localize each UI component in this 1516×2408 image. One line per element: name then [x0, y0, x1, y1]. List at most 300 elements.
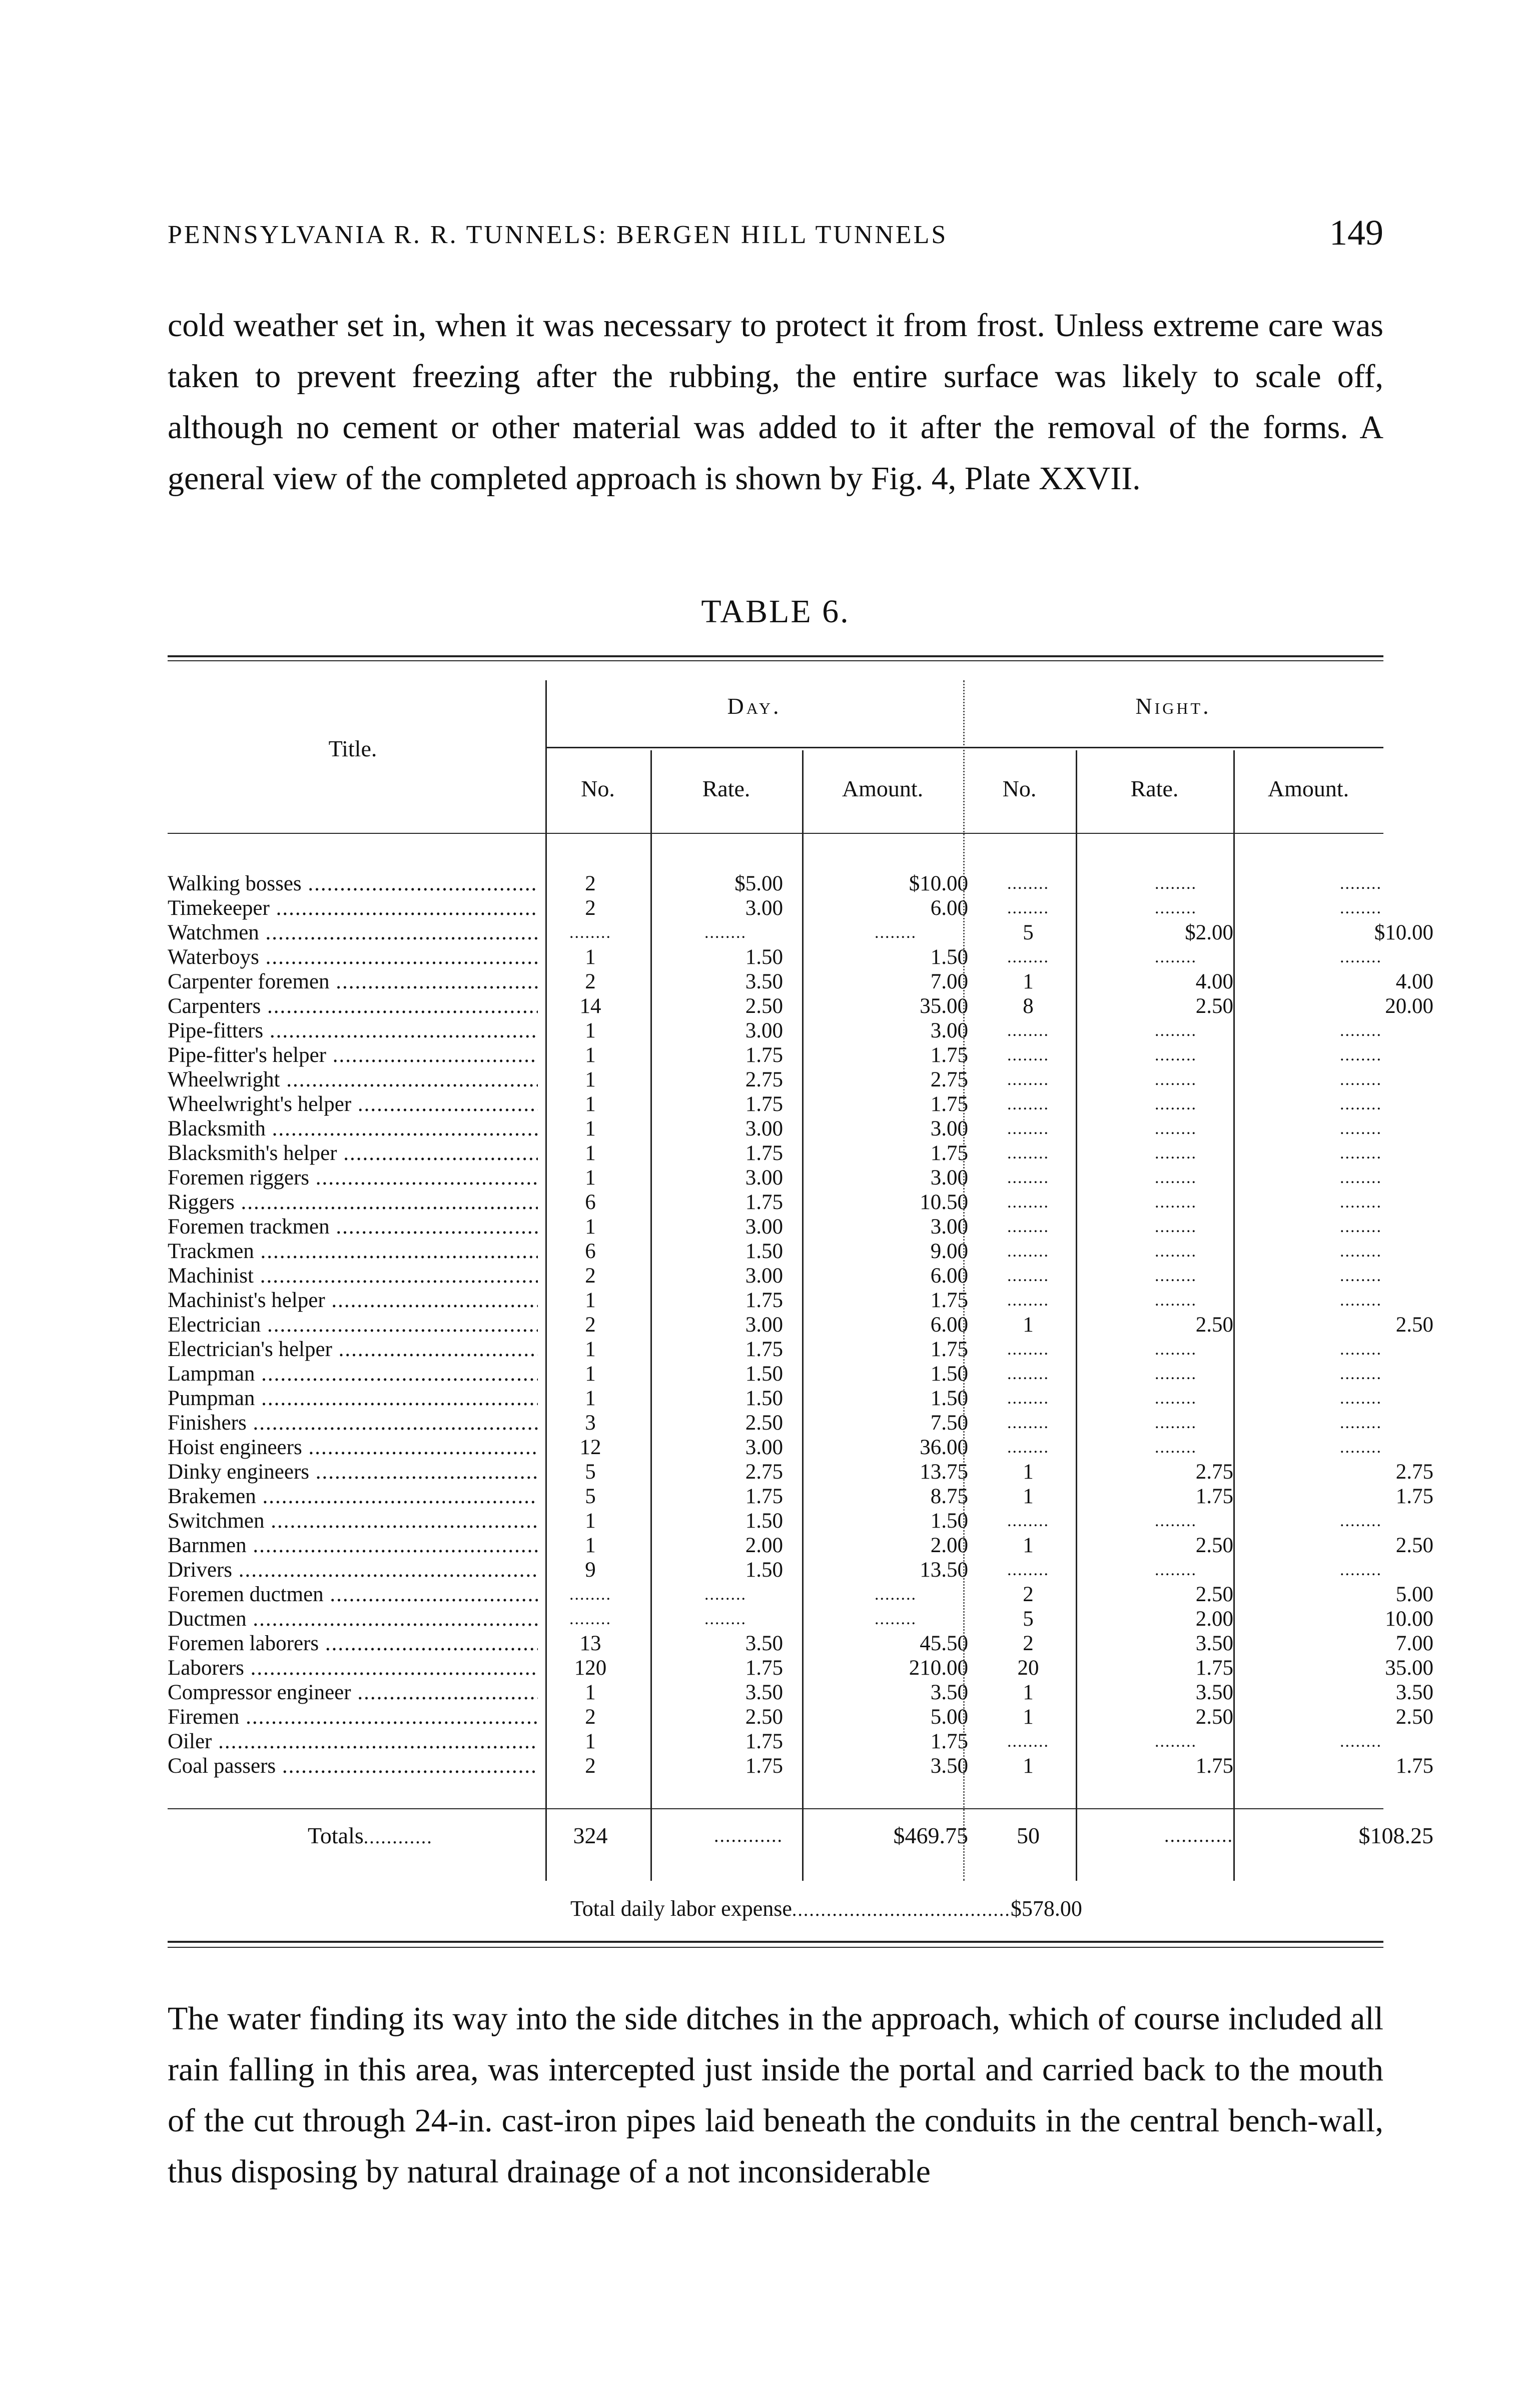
row-night-amount: ........: [1340, 1389, 1382, 1408]
row-day-rate: 1.75: [745, 1656, 783, 1680]
row-day-rate: 3.00: [745, 1019, 783, 1042]
row-night-amount: 2.50: [1395, 1534, 1433, 1557]
row-title: Finishers .....: [168, 1411, 538, 1435]
row-day-no: 2: [585, 1754, 596, 1778]
row-day-amount: 35.00: [920, 994, 968, 1018]
row-title: Dinky engineers .....: [168, 1460, 538, 1484]
row-night-rate: 2.50: [1195, 1583, 1233, 1606]
row-day-rate: 2.75: [745, 1068, 783, 1091]
row-day-amount: 1.50: [930, 1362, 968, 1386]
row-night-no: ........: [1007, 1414, 1049, 1432]
row-title: Brakemen .....: [168, 1484, 538, 1509]
row-day-amount: $10.00: [909, 872, 968, 895]
row-night-amount: ........: [1340, 1168, 1382, 1187]
row-day-no: 1: [585, 1141, 596, 1165]
row-night-amount: ........: [1340, 1070, 1382, 1089]
row-title: Hoist engineers .....: [168, 1435, 538, 1460]
row-day-no: 1: [585, 1289, 596, 1312]
row-day-rate: 1.75: [745, 1730, 783, 1753]
row-day-rate: ........: [704, 1585, 746, 1604]
totals-night-rate: ............: [1164, 1825, 1233, 1846]
row-day-no: 12: [579, 1436, 601, 1459]
row-title: Ductmen .....: [168, 1607, 538, 1631]
table-row: [168, 1558, 1383, 1582]
table-row: [168, 1705, 1433, 1729]
row-night-rate: ........: [1155, 1021, 1197, 1040]
row-night-no: ........: [1007, 1046, 1049, 1064]
row-title: Foremen riggers .....: [168, 1165, 538, 1190]
table-row: [168, 1067, 1383, 1092]
table-row: [168, 1484, 1433, 1509]
group-header-rule: [545, 747, 1383, 748]
row-night-rate: 1.75: [1195, 1754, 1233, 1778]
row-day-amount: 1.50: [930, 1387, 968, 1410]
row-title: Carpenter foremen .....: [168, 969, 538, 994]
row-day-amount: ........: [875, 923, 917, 942]
row-night-no: 1: [1023, 1460, 1034, 1484]
row-title: Wheelwright .....: [168, 1067, 538, 1092]
row-day-no: ........: [569, 923, 611, 942]
table-row: [168, 969, 1433, 994]
row-day-rate: 1.75: [745, 1141, 783, 1165]
table-row: [168, 1288, 1383, 1313]
row-night-rate: ........: [1155, 1438, 1197, 1457]
row-day-no: 2: [585, 1313, 596, 1337]
row-day-rate: $5.00: [734, 872, 783, 895]
row-day-amount: 3.00: [930, 1215, 968, 1239]
row-night-amount: ........: [1340, 1365, 1382, 1383]
header-day-rate: Rate.: [702, 776, 750, 801]
row-day-rate: 2.50: [745, 1705, 783, 1729]
row-day-rate: 3.00: [745, 1215, 783, 1239]
row-night-rate: 2.50: [1195, 1534, 1233, 1557]
header-title: Title.: [328, 736, 377, 761]
row-title: Trackmen .....: [168, 1239, 538, 1264]
row-day-no: 1: [585, 1534, 596, 1557]
row-day-amount: 7.00: [930, 970, 968, 993]
row-night-amount: $10.00: [1374, 921, 1433, 944]
row-night-amount: 5.00: [1395, 1583, 1433, 1606]
row-night-rate: ........: [1155, 1365, 1197, 1383]
row-title: Electrician's helper .....: [168, 1337, 538, 1362]
row-day-rate: 1.50: [745, 1509, 783, 1533]
row-night-no: ........: [1007, 1242, 1049, 1261]
row-day-amount: 1.75: [930, 1092, 968, 1116]
row-night-rate: ........: [1155, 1119, 1197, 1138]
row-day-rate: 1.75: [745, 1289, 783, 1312]
row-day-amount: 1.75: [930, 1289, 968, 1312]
row-night-no: ........: [1007, 899, 1049, 917]
row-night-amount: ........: [1340, 1438, 1382, 1457]
totals-rule: [168, 1808, 1383, 1809]
row-night-no: 5: [1023, 1607, 1034, 1631]
row-day-no: 1: [585, 1509, 596, 1533]
totals-night-no: 50: [1017, 1823, 1040, 1848]
row-day-amount: 13.50: [920, 1558, 968, 1582]
row-day-rate: 3.50: [745, 1681, 783, 1704]
header-night-amount: Amount.: [1267, 776, 1349, 801]
row-night-no: 1: [1023, 970, 1034, 993]
row-title: Pipe-fitter's helper .....: [168, 1043, 538, 1067]
row-night-no: 1: [1023, 1485, 1034, 1508]
row-night-no: ........: [1007, 1340, 1049, 1359]
row-day-no: 120: [574, 1656, 607, 1680]
row-title: Pumpman .....: [168, 1386, 538, 1411]
row-night-no: 1: [1023, 1754, 1034, 1778]
row-day-rate: 1.75: [745, 1338, 783, 1361]
row-night-rate: ........: [1155, 1561, 1197, 1579]
row-title: Compressor engineer .....: [168, 1680, 538, 1705]
row-night-amount: ........: [1340, 899, 1382, 917]
table-row: [168, 1239, 1383, 1264]
row-day-amount: 9.00: [930, 1240, 968, 1263]
row-title: Oiler .....: [168, 1729, 538, 1754]
row-title: Machinist's helper .....: [168, 1288, 538, 1313]
row-day-no: 2: [585, 1705, 596, 1729]
row-night-no: 2: [1023, 1583, 1034, 1606]
row-day-amount: 2.75: [930, 1068, 968, 1091]
row-title: Coal passers .....: [168, 1754, 538, 1778]
row-title: Switchmen .....: [168, 1509, 538, 1533]
row-night-amount: ........: [1340, 1340, 1382, 1359]
row-title: Riggers .....: [168, 1190, 538, 1215]
row-day-no: 1: [585, 1117, 596, 1140]
grand-total-label: Total daily labor expense: [570, 1896, 792, 1921]
row-title: Walking bosses .....: [168, 871, 538, 896]
row-day-rate: 1.75: [745, 1190, 783, 1214]
row-night-amount: 35.00: [1385, 1656, 1433, 1680]
table-body: [168, 871, 1433, 1778]
row-title: Lampman .....: [168, 1362, 538, 1386]
row-day-no: ........: [569, 1585, 611, 1604]
row-day-amount: 2.00: [930, 1534, 968, 1557]
row-day-amount: ........: [875, 1610, 917, 1628]
row-night-rate: ........: [1155, 1095, 1197, 1113]
totals-row: [168, 1821, 1433, 1851]
row-day-no: 1: [585, 1019, 596, 1042]
row-day-no: 2: [585, 896, 596, 920]
header-night-rate: Rate.: [1130, 776, 1179, 801]
row-day-rate: 3.00: [745, 1117, 783, 1140]
row-day-rate: 1.75: [745, 1754, 783, 1778]
row-night-no: ........: [1007, 1021, 1049, 1040]
row-night-amount: ........: [1340, 1193, 1382, 1212]
header-bottom-rule: [168, 833, 1383, 834]
totals-label: Totals............: [308, 1823, 433, 1848]
row-title: Machinist .....: [168, 1264, 538, 1288]
row-day-no: 3: [585, 1411, 596, 1435]
table-row: [168, 1215, 1383, 1239]
row-day-no: 14: [579, 994, 601, 1018]
row-day-amount: 6.00: [930, 1264, 968, 1288]
row-title: Pipe-fitters .....: [168, 1018, 538, 1043]
row-day-amount: 1.75: [930, 1043, 968, 1067]
row-night-amount: 2.75: [1395, 1460, 1433, 1484]
row-day-no: 2: [585, 1264, 596, 1288]
row-night-amount: ........: [1340, 874, 1382, 893]
row-day-amount: 1.50: [930, 1509, 968, 1533]
row-day-no: 13: [579, 1632, 601, 1655]
row-day-amount: 1.50: [930, 945, 968, 969]
row-day-no: 1: [585, 945, 596, 969]
header-day: Day.: [727, 693, 782, 719]
row-day-amount: 6.00: [930, 1313, 968, 1337]
row-night-rate: ........: [1155, 1340, 1197, 1359]
table-row: [168, 1631, 1433, 1656]
row-night-no: ........: [1007, 1218, 1049, 1236]
row-night-amount: ........: [1340, 1218, 1382, 1236]
table-row: [168, 1092, 1383, 1116]
row-day-no: 1: [585, 1092, 596, 1116]
row-night-rate: 1.75: [1195, 1485, 1233, 1508]
row-day-rate: 1.50: [745, 945, 783, 969]
grand-total-value: $578.00: [1010, 1896, 1082, 1921]
row-night-no: ........: [1007, 1095, 1049, 1113]
row-night-amount: 2.50: [1395, 1705, 1433, 1729]
table-row: [168, 1411, 1383, 1435]
row-day-no: 6: [585, 1190, 596, 1214]
row-day-amount: 10.50: [920, 1190, 968, 1214]
row-title: Blacksmith's helper .....: [168, 1141, 538, 1165]
table-row: [168, 1435, 1383, 1460]
row-title: Timekeeper .....: [168, 896, 538, 920]
row-night-no: 20: [1017, 1656, 1039, 1680]
row-title: Blacksmith .....: [168, 1116, 538, 1141]
row-day-amount: 6.00: [930, 896, 968, 920]
row-day-rate: 1.50: [745, 1558, 783, 1582]
row-night-amount: ........: [1340, 1561, 1382, 1579]
row-night-amount: 1.75: [1395, 1754, 1433, 1778]
table-row: [168, 1509, 1383, 1533]
running-head: [168, 213, 1383, 253]
row-night-rate: ........: [1155, 1070, 1197, 1089]
row-night-rate: 3.50: [1195, 1681, 1233, 1704]
row-night-rate: ........: [1155, 1144, 1197, 1162]
row-night-no: ........: [1007, 1732, 1049, 1751]
row-day-no: 1: [585, 1166, 596, 1189]
row-day-rate: 1.50: [745, 1362, 783, 1386]
row-day-amount: 8.75: [930, 1485, 968, 1508]
row-night-amount: 10.00: [1385, 1607, 1433, 1631]
table-row: [168, 1386, 1383, 1411]
table-row: [168, 1729, 1383, 1754]
row-night-amount: ........: [1340, 948, 1382, 966]
row-day-amount: 3.00: [930, 1166, 968, 1189]
row-day-rate: 1.75: [745, 1092, 783, 1116]
row-day-no: 9: [585, 1558, 596, 1582]
table-top-rule: [168, 655, 1383, 657]
row-night-rate: ........: [1155, 1291, 1197, 1310]
row-day-no: 1: [585, 1068, 596, 1091]
table-row: [168, 1264, 1383, 1288]
row-day-no: 1: [585, 1730, 596, 1753]
table-row: [168, 1362, 1383, 1386]
row-night-rate: 2.00: [1195, 1607, 1233, 1631]
row-day-no: 1: [585, 1362, 596, 1386]
row-day-amount: 1.75: [930, 1730, 968, 1753]
row-day-rate: 3.00: [745, 1436, 783, 1459]
row-night-amount: 4.00: [1395, 970, 1433, 993]
row-day-rate: 3.50: [745, 970, 783, 993]
row-day-rate: ........: [704, 923, 746, 942]
header-night: Night.: [1135, 693, 1211, 719]
row-night-no: ........: [1007, 1389, 1049, 1408]
table-row: [168, 1607, 1433, 1631]
row-night-no: ........: [1007, 1291, 1049, 1310]
row-night-no: ........: [1007, 1144, 1049, 1162]
row-night-no: ........: [1007, 1193, 1049, 1212]
row-day-no: 1: [585, 1043, 596, 1067]
row-night-rate: ........: [1155, 1193, 1197, 1212]
row-night-rate: 1.75: [1195, 1656, 1233, 1680]
table-row: [168, 1582, 1433, 1607]
row-night-rate: ........: [1155, 1242, 1197, 1261]
row-day-rate: 2.75: [745, 1460, 783, 1484]
row-night-rate: 2.50: [1195, 994, 1233, 1018]
row-night-rate: 2.75: [1195, 1460, 1233, 1484]
row-night-amount: ........: [1340, 1414, 1382, 1432]
table-row: [168, 1116, 1383, 1141]
totals-night-amount: $108.25: [1358, 1823, 1433, 1848]
table-row: [168, 1754, 1433, 1778]
row-title: Electrician .....: [168, 1313, 538, 1337]
table-row: [168, 1460, 1433, 1484]
table-row: [168, 994, 1433, 1018]
header-day-no: No.: [581, 776, 615, 801]
row-night-amount: 7.00: [1395, 1632, 1433, 1655]
row-day-amount: 13.75: [920, 1460, 968, 1484]
row-night-rate: ........: [1155, 1389, 1197, 1408]
row-night-rate: 2.50: [1195, 1313, 1233, 1337]
row-night-rate: 3.50: [1195, 1632, 1233, 1655]
row-night-no: ........: [1007, 948, 1049, 966]
totals-day-no: 324: [573, 1823, 608, 1848]
row-night-amount: ........: [1340, 1291, 1382, 1310]
row-title: Firemen .....: [168, 1705, 538, 1729]
row-day-rate: 2.00: [745, 1534, 783, 1557]
row-night-rate: ........: [1155, 899, 1197, 917]
row-title: Wheelwright's helper .....: [168, 1092, 538, 1116]
row-title: Watchmen .....: [168, 920, 538, 945]
row-night-rate: $2.00: [1185, 921, 1233, 944]
page-number: 149: [1329, 213, 1383, 253]
table-row: [168, 1533, 1433, 1558]
table-top-rule-thin: [168, 660, 1383, 661]
row-night-amount: ........: [1340, 1046, 1382, 1064]
row-night-rate: ........: [1155, 1732, 1197, 1751]
row-title: Foremen laborers .....: [168, 1631, 538, 1656]
row-day-amount: 210.00: [909, 1656, 968, 1680]
row-night-amount: 20.00: [1385, 994, 1433, 1018]
row-title: Foremen ductmen .....: [168, 1582, 538, 1607]
row-day-rate: 2.50: [745, 994, 783, 1018]
table-row: [168, 920, 1433, 945]
row-night-no: ........: [1007, 1168, 1049, 1187]
header-night-no: No.: [1002, 776, 1037, 801]
row-day-no: 1: [585, 1338, 596, 1361]
table-row: [168, 1313, 1433, 1337]
row-night-no: 1: [1023, 1681, 1034, 1704]
row-night-no: 2: [1023, 1632, 1034, 1655]
row-night-rate: ........: [1155, 1046, 1197, 1064]
header-day-amount: Amount.: [842, 776, 924, 801]
row-day-rate: 1.75: [745, 1485, 783, 1508]
row-day-amount: 3.00: [930, 1117, 968, 1140]
table-row: [168, 1656, 1433, 1680]
row-day-amount: 1.75: [930, 1338, 968, 1361]
row-day-amount: 3.50: [930, 1681, 968, 1704]
row-day-no: 5: [585, 1460, 596, 1484]
row-day-rate: ........: [704, 1610, 746, 1628]
table-row: [168, 1018, 1383, 1043]
row-title: Foremen trackmen .....: [168, 1215, 538, 1239]
row-night-rate: ........: [1155, 874, 1197, 893]
totals-day-amount: $469.75: [893, 1823, 968, 1848]
table-row: [168, 1141, 1383, 1165]
row-title: Laborers .....: [168, 1656, 538, 1680]
row-day-rate: 1.50: [745, 1240, 783, 1263]
row-night-amount: ........: [1340, 1732, 1382, 1751]
row-day-rate: 3.50: [745, 1632, 783, 1655]
table-bottom-rule-thin: [168, 1947, 1383, 1948]
row-night-amount: ........: [1340, 1267, 1382, 1285]
row-day-no: 6: [585, 1240, 596, 1263]
row-night-rate: 2.50: [1195, 1705, 1233, 1729]
row-title: Waterboys .....: [168, 945, 538, 969]
row-day-amount: 45.50: [920, 1632, 968, 1655]
table-row: [168, 896, 1383, 920]
row-title: Barnmen .....: [168, 1533, 538, 1558]
row-day-no: ........: [569, 1610, 611, 1628]
row-night-amount: ........: [1340, 1095, 1382, 1113]
row-day-amount: 3.50: [930, 1754, 968, 1778]
row-day-amount: 36.00: [920, 1436, 968, 1459]
row-night-amount: ........: [1340, 1242, 1382, 1261]
row-night-rate: 4.00: [1195, 970, 1233, 993]
row-night-rate: ........: [1155, 1512, 1197, 1530]
row-night-amount: 2.50: [1395, 1313, 1433, 1337]
table-row: [168, 871, 1383, 896]
row-night-no: 8: [1023, 994, 1034, 1018]
row-day-rate: 3.00: [745, 1313, 783, 1337]
row-day-no: 1: [585, 1681, 596, 1704]
row-day-amount: 7.50: [930, 1411, 968, 1435]
grand-total-leader: ......................................: [792, 1899, 1011, 1920]
table-caption: TABLE 6.: [701, 593, 850, 630]
row-night-no: 1: [1023, 1534, 1034, 1557]
grand-total: [570, 1896, 1383, 1921]
table-row: [168, 945, 1383, 969]
row-night-rate: ........: [1155, 1267, 1197, 1285]
row-title: Carpenters .....: [168, 994, 538, 1018]
row-night-rate: ........: [1155, 948, 1197, 966]
row-night-amount: ........: [1340, 1119, 1382, 1138]
row-night-no: ........: [1007, 1561, 1049, 1579]
row-night-no: 1: [1023, 1313, 1034, 1337]
row-day-no: 2: [585, 970, 596, 993]
table-bottom-rule: [168, 1941, 1383, 1943]
row-day-rate: 3.00: [745, 1264, 783, 1288]
row-night-rate: ........: [1155, 1168, 1197, 1187]
table-row: [168, 1043, 1383, 1067]
row-night-no: ........: [1007, 1438, 1049, 1457]
row-night-amount: 1.75: [1395, 1485, 1433, 1508]
row-day-rate: 2.50: [745, 1411, 783, 1435]
row-night-no: 5: [1023, 921, 1034, 944]
totals-day-rate: ............: [714, 1825, 783, 1846]
row-day-amount: 1.75: [930, 1141, 968, 1165]
row-day-no: 2: [585, 872, 596, 895]
